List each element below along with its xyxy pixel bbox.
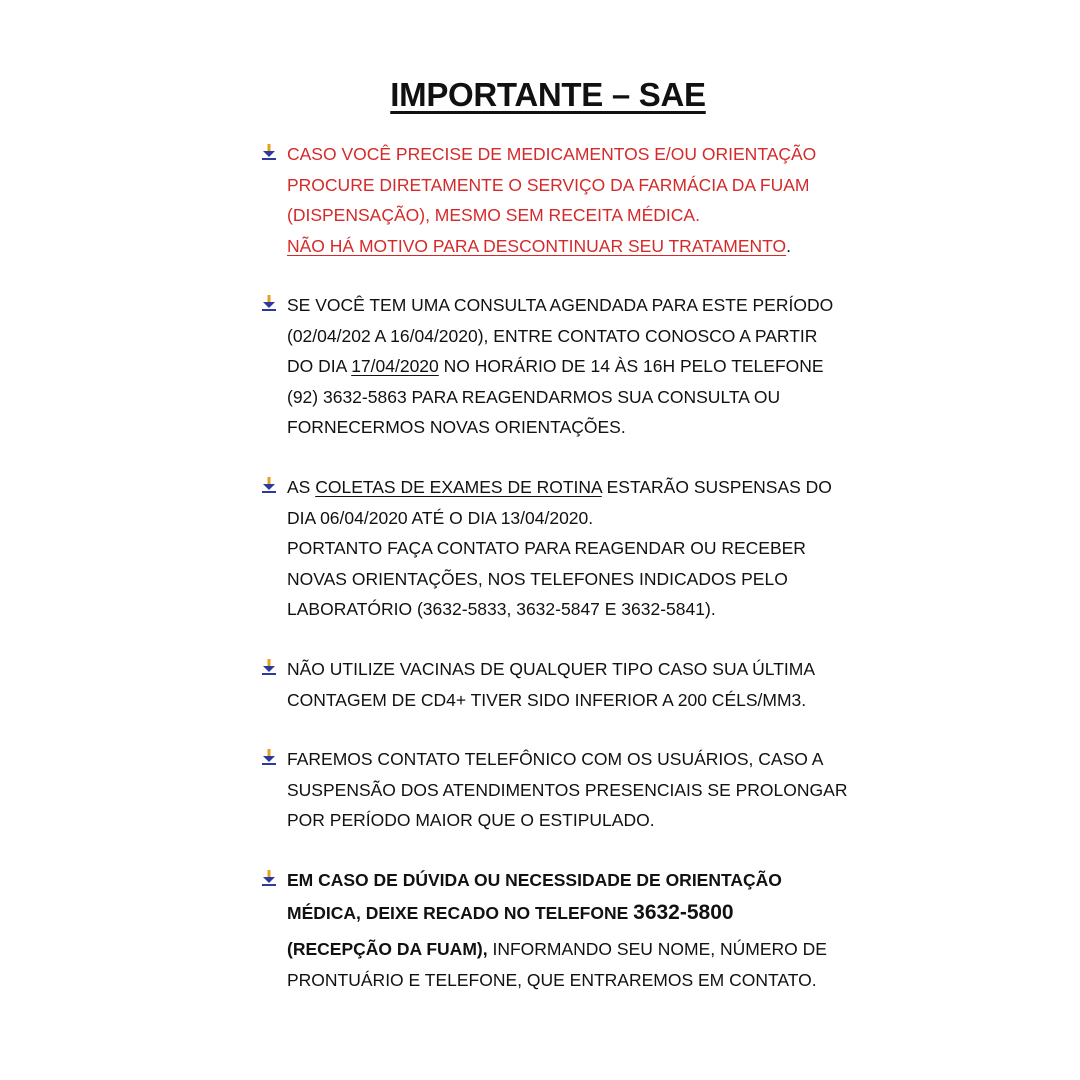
- bullet-line: PORTANTO FAÇA CONTATO PARA REAGENDAR OU RECEBER: [287, 538, 806, 558]
- bullet-line: NOVAS ORIENTAÇÕES, NOS TELEFONES INDICADOS PELO: [287, 568, 788, 589]
- arrow-down-bullet-icon: [262, 870, 276, 886]
- period: .: [786, 235, 792, 256]
- arrow-down-bullet-icon: [262, 749, 276, 765]
- text-segment: AS: [287, 477, 316, 497]
- text-segment: MÉDICA, DEIXE RECADO NO TELEFONE: [287, 903, 634, 923]
- bullet-line: SE VOCÊ TEM UMA CONSULTA AGENDADA PARA ESTE PERÍODO: [287, 295, 834, 315]
- phone-number: 3632-5800: [633, 901, 734, 924]
- arrow-down-bullet-icon: [262, 659, 276, 675]
- bullet-line: FAREMOS CONTATO TELEFÔNICO COM OS USUÁRIOS, CASO A: [287, 749, 824, 769]
- bullet-line: [287, 902, 1077, 938]
- bullet-line: DIA 06/04/2020 ATÉ O DIA 13/04/2020.: [287, 507, 594, 528]
- text-segment: INFORMANDO SEU NOME, NÚMERO DE: [487, 939, 827, 959]
- bullet-line: FORNECERMOS NOVAS ORIENTAÇÕES.: [287, 417, 626, 437]
- bullet-line: [287, 476, 1077, 507]
- bullet-line: (02/04/202 A 16/04/2020), ENTRE CONTATO CONOSCO A PARTIR: [287, 325, 818, 346]
- bullet-line: CASO VOCÊ PRECISE DE MEDICAMENTOS E/OU ORIENTAÇÃO: [287, 144, 817, 164]
- underlined-date: 17/04/2020: [351, 356, 439, 376]
- bullet-line: POR PERÍODO MAIOR QUE O ESTIPULADO.: [287, 810, 655, 830]
- bullet-line: EM CASO DE DÚVIDA OU NECESSIDADE DE ORIENTAÇÃO: [287, 870, 782, 890]
- bullet-line: [287, 938, 1077, 969]
- bullet-line: [287, 355, 1077, 386]
- page-title: IMPORTANTE – SAE: [390, 76, 706, 113]
- arrow-down-bullet-icon: [262, 144, 276, 160]
- text-segment: ESTARÃO SUSPENSAS DO: [601, 477, 832, 497]
- bullet-line: LABORATÓRIO (3632-5833, 3632-5847 E 3632-5841).: [287, 599, 716, 619]
- text-segment: NO HORÁRIO DE 14 ÀS 16H PELO TELEFONE: [438, 356, 824, 376]
- arrow-down-bullet-icon: [262, 477, 276, 493]
- bullet-line: [287, 235, 1077, 266]
- bullet-line: (92) 3632-5863 PARA REAGENDARMOS SUA CONSULTA OU: [287, 386, 781, 407]
- arrow-down-bullet-icon: [262, 295, 276, 311]
- bullet-line: SUSPENSÃO DOS ATENDIMENTOS PRESENCIAIS SE PROLONGAR: [287, 779, 848, 800]
- underlined-warning: NÃO HÁ MOTIVO PARA DESCONTINUAR SEU TRATAMENTO: [287, 235, 787, 256]
- text-segment: DO DIA: [287, 356, 352, 376]
- bullet-line: PROCURE DIRETAMENTE O SERVIÇO DA FARMÁCIA DA FUAM: [287, 174, 810, 195]
- underlined-collections: COLETAS DE EXAMES DE ROTINA: [315, 477, 602, 497]
- bullet-line: CONTAGEM DE CD4+ TIVER SIDO INFERIOR A 200 CÉLS/MM3.: [287, 689, 807, 710]
- bullet-line: (DISPENSAÇÃO), MESMO SEM RECEITA MÉDICA.: [287, 205, 700, 225]
- bullet-line: NÃO UTILIZE VACINAS DE QUALQUER TIPO CASO SUA ÚLTIMA: [287, 659, 816, 679]
- reception-label: (RECEPÇÃO DA FUAM),: [287, 939, 488, 959]
- bullet-line: PRONTUÁRIO E TELEFONE, QUE ENTRAREMOS EM CONTATO.: [287, 969, 817, 990]
